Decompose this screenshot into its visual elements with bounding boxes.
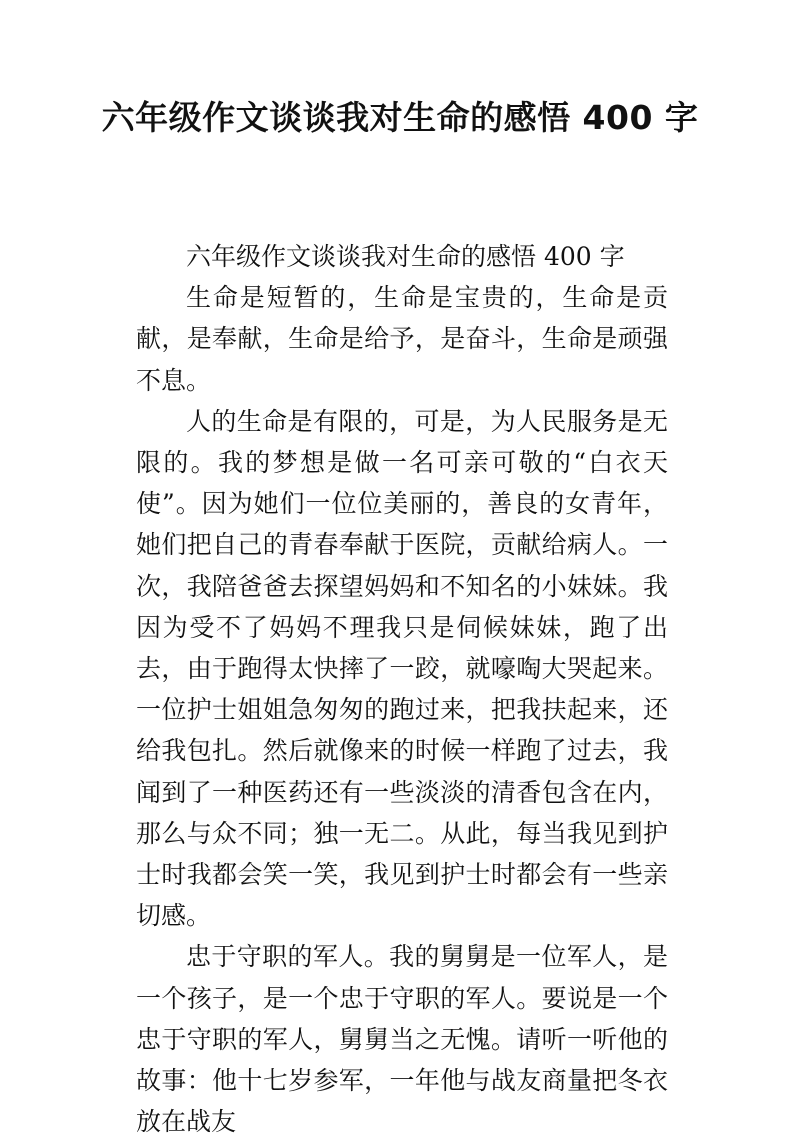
paragraph: 六年级作文谈谈我对生命的感悟 400 字 xyxy=(186,242,625,271)
document-title: 六年级作文谈谈我对生命的感悟 400 字 xyxy=(101,98,699,137)
paragraph: 忠于守职的军人。我的舅舅是一位军人，是一个孩子，是一个忠于守职的军人。要说是一个忠于守职的军人，舅舅当之无愧。请听一听他的故事：他十七岁参军，一年他与战友商量把冬衣放在战友 xyxy=(136,942,668,1137)
paragraph: 生命是短暂的，生命是宝贵的，生命是贡献，是奉献，生命是给予，是奋斗，生命是顽强不息。 xyxy=(136,283,668,395)
paragraph: 人的生命是有限的，可是，为人民服务是无限的。我的梦想是做一名可亲可敬的“白衣天使”。因为她们一位位美丽的，善良的女青年，她们把自己的青春奉献于医院，贡献给病人。一次，我陪爸爸去探望妈妈和不知名的小妹妹。我因为受不了妈妈不理我只是伺候妹妹，跑了出去，由于跑得太快摔了一跤，就嚎啕大哭起来。一位护士姐姐急匆匆的跑过来，把我扶起来，还给我包扎。然后就像来的时候一样跑了过去，我闻到了一种医药还有一些淡淡的清香包含在内，那么与众不同；独一无二。从此，每当我见到护士时我都会笑一笑，我见到护士时都会有一些亲切感。 xyxy=(136,406,668,931)
document-body xyxy=(136,236,668,1142)
